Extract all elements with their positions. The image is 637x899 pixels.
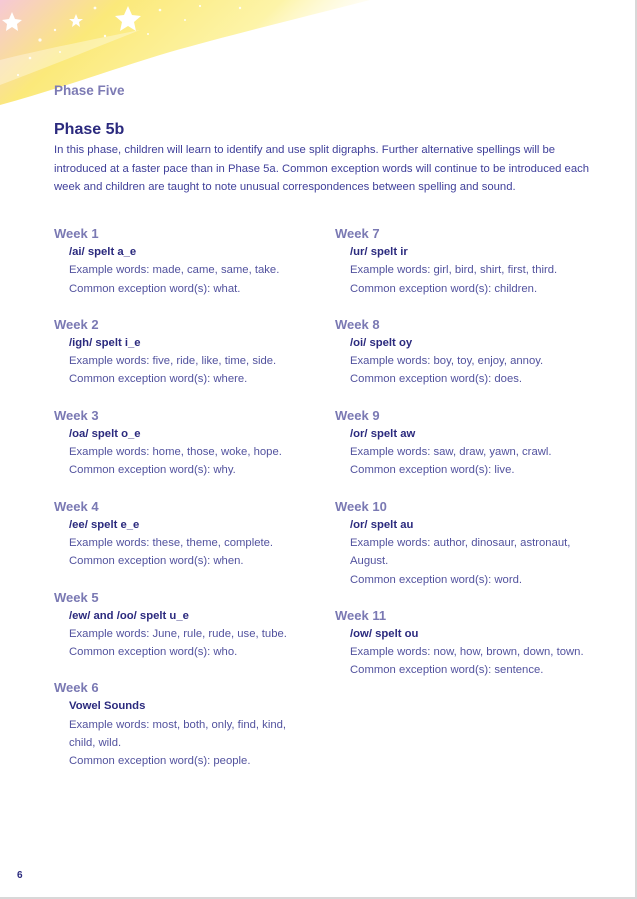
week-grapheme: /ee/ spelt e_e: [69, 518, 140, 531]
week-examples: Example words: five, ride, like, time, side.: [69, 355, 277, 368]
week-exceptions: Common exception word(s): why.: [69, 464, 236, 477]
intro-paragraph: In this phase, children will learn to identify and use split digraphs. Further alternative spellings will be introduced at a faster pace than in Phase 5a. Common exception words will continue to be introduced each week and children are taught to note unusual correspondences between spelling and sound.: [54, 144, 590, 193]
week-examples: Example words: most, both, only, find, kind, child, wild.: [69, 718, 287, 750]
week-exceptions: Common exception word(s): where.: [69, 373, 248, 386]
week-examples: Example words: now, how, brown, down, town.: [350, 646, 584, 659]
page-title: Phase 5b: [54, 121, 125, 138]
page-number: 6: [17, 870, 23, 881]
week-block: [54, 589, 314, 662]
week-block: [54, 679, 314, 770]
week-title: Week 7: [335, 226, 380, 241]
week-examples: Example words: home, those, woke, hope.: [69, 446, 282, 459]
week-grapheme: /ow/ spelt ou: [350, 627, 419, 640]
week-exceptions: Common exception word(s): people.: [69, 755, 251, 768]
week-exceptions: Common exception word(s): who.: [69, 646, 238, 659]
week-grapheme: /ew/ and /oo/ spelt u_e: [69, 609, 189, 622]
week-grapheme: /or/ spelt au: [350, 518, 414, 531]
week-title: Week 1: [54, 226, 99, 241]
week-grapheme: /or/ spelt aw: [350, 427, 416, 440]
week-title: Week 11: [335, 607, 387, 623]
week-examples: Example words: saw, draw, yawn, crawl.: [350, 446, 552, 459]
week-exceptions: Common exception word(s): live.: [350, 464, 515, 477]
week-block: [54, 225, 314, 298]
week-block: [54, 498, 314, 571]
week-grapheme: Vowel Sounds: [69, 700, 146, 713]
week-examples: Example words: girl, bird, shirt, first, third.: [350, 264, 558, 277]
weeks-column-left: [54, 225, 314, 789]
week-exceptions: Common exception word(s): children.: [350, 282, 538, 295]
week-title: Week 9: [335, 407, 380, 423]
week-exceptions: Common exception word(s): when.: [69, 555, 244, 568]
week-exceptions: Common exception word(s): sentence.: [350, 664, 544, 677]
week-title: Week 5: [54, 589, 99, 605]
week-title: Week 3: [54, 407, 99, 423]
week-examples: Example words: author, dinosaur, astronaut, August.: [350, 536, 571, 568]
week-examples: Example words: June, rule, rude, use, tube.: [69, 627, 287, 640]
week-examples: Example words: these, theme, complete.: [69, 536, 274, 549]
week-block: [335, 225, 595, 298]
week-examples: Example words: made, came, same, take.: [69, 264, 280, 277]
week-block: [335, 498, 595, 589]
week-title: Week 4: [54, 498, 99, 514]
week-grapheme: /oa/ spelt o_e: [69, 427, 141, 440]
section-label: Phase Five: [54, 83, 125, 98]
week-title: Week 10: [335, 498, 387, 514]
week-exceptions: Common exception word(s): does.: [350, 373, 523, 386]
week-examples: Example words: boy, toy, enjoy, annoy.: [350, 355, 544, 368]
weeks-column-right: [335, 225, 595, 698]
week-grapheme: /oi/ spelt oy: [350, 336, 413, 349]
week-block: [335, 607, 595, 680]
week-exceptions: Common exception word(s): word.: [350, 573, 523, 586]
week-title: Week 8: [335, 316, 380, 332]
week-exceptions: Common exception word(s): what.: [69, 282, 241, 295]
week-block: [335, 316, 595, 389]
week-block: [335, 407, 595, 480]
week-grapheme: /ur/ spelt ir: [350, 246, 408, 258]
week-block: [54, 316, 314, 389]
week-title: Week 6: [54, 680, 99, 696]
week-title: Week 2: [54, 316, 99, 332]
week-grapheme: /igh/ spelt i_e: [69, 336, 141, 349]
week-block: [54, 407, 314, 480]
week-grapheme: /ai/ spelt a_e: [69, 246, 137, 258]
